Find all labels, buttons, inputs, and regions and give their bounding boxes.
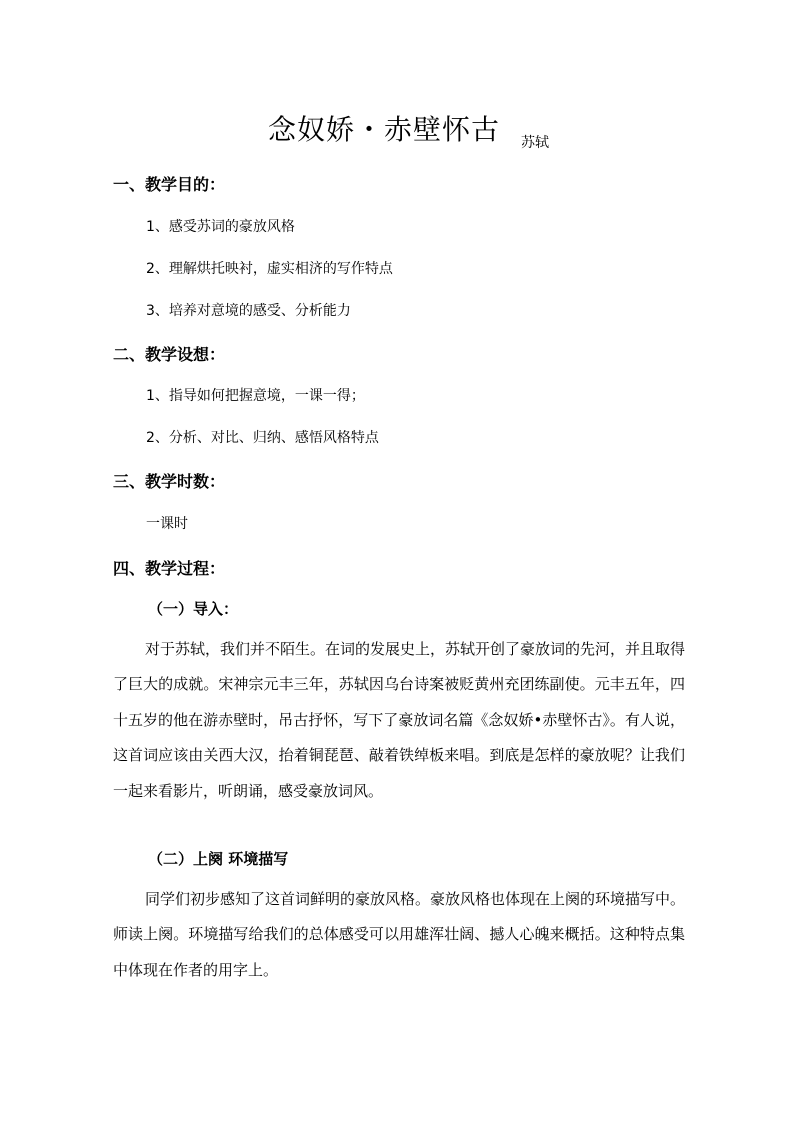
author-name: 苏轼 xyxy=(521,135,549,151)
design-item-2: 2、分析、对比、归纳、感悟风格特点 xyxy=(146,430,379,446)
objective-item-1: 1、感受苏词的豪放风格 xyxy=(146,219,295,235)
section-heading-hours: 三、教学时数： xyxy=(113,472,226,491)
part-title-upper-stanza: （二）上阕 环境描写 xyxy=(148,850,289,868)
section-heading-design: 二、教学设想： xyxy=(113,345,226,364)
section-heading-process: 四、教学过程： xyxy=(113,559,226,578)
section-heading-objectives: 一、教学目的： xyxy=(113,175,226,194)
objective-item-2: 2、理解烘托映衬，虚实相济的写作特点 xyxy=(146,261,393,277)
hours-text: 一课时 xyxy=(146,516,188,532)
paragraph-upper-stanza: 同学们初步感知了这首词鲜明的豪放风格。豪放风格也体现在上阕的环境描写中。师读上阕。环境描写给我们的总体感受可以用雄浑壮阔、撼人心魄来概括。这种特点集中体现在作者的用字上。 xyxy=(113,890,686,979)
objective-item-3: 3、培养对意境的感受、分析能力 xyxy=(146,303,351,319)
document-title: 念奴娇・赤壁怀古 xyxy=(268,113,501,146)
design-item-1: 1、指导如何把握意境，一课一得； xyxy=(146,388,365,404)
paragraph-intro: 对于苏轼，我们并不陌生。在词的发展史上，苏轼开创了豪放词的先河，并且取得了巨大的成就。宋神宗元丰三年，苏轼因乌台诗案被贬黄州充团练副使。元丰五年，四十五岁的他在游赤壁时，吊古抒怀，写下了豪放词名篇《念奴娇•赤壁怀古》。有人说，这首词应该由关西大汉，抬着铜琵琶、敲着铁绰板来唱。到底是怎样的豪放呢？让我们一起来看影片，听朗诵，感受豪放词风。 xyxy=(113,640,686,800)
part-title-intro: （一）导入： xyxy=(148,600,239,618)
title-row xyxy=(0,108,794,151)
